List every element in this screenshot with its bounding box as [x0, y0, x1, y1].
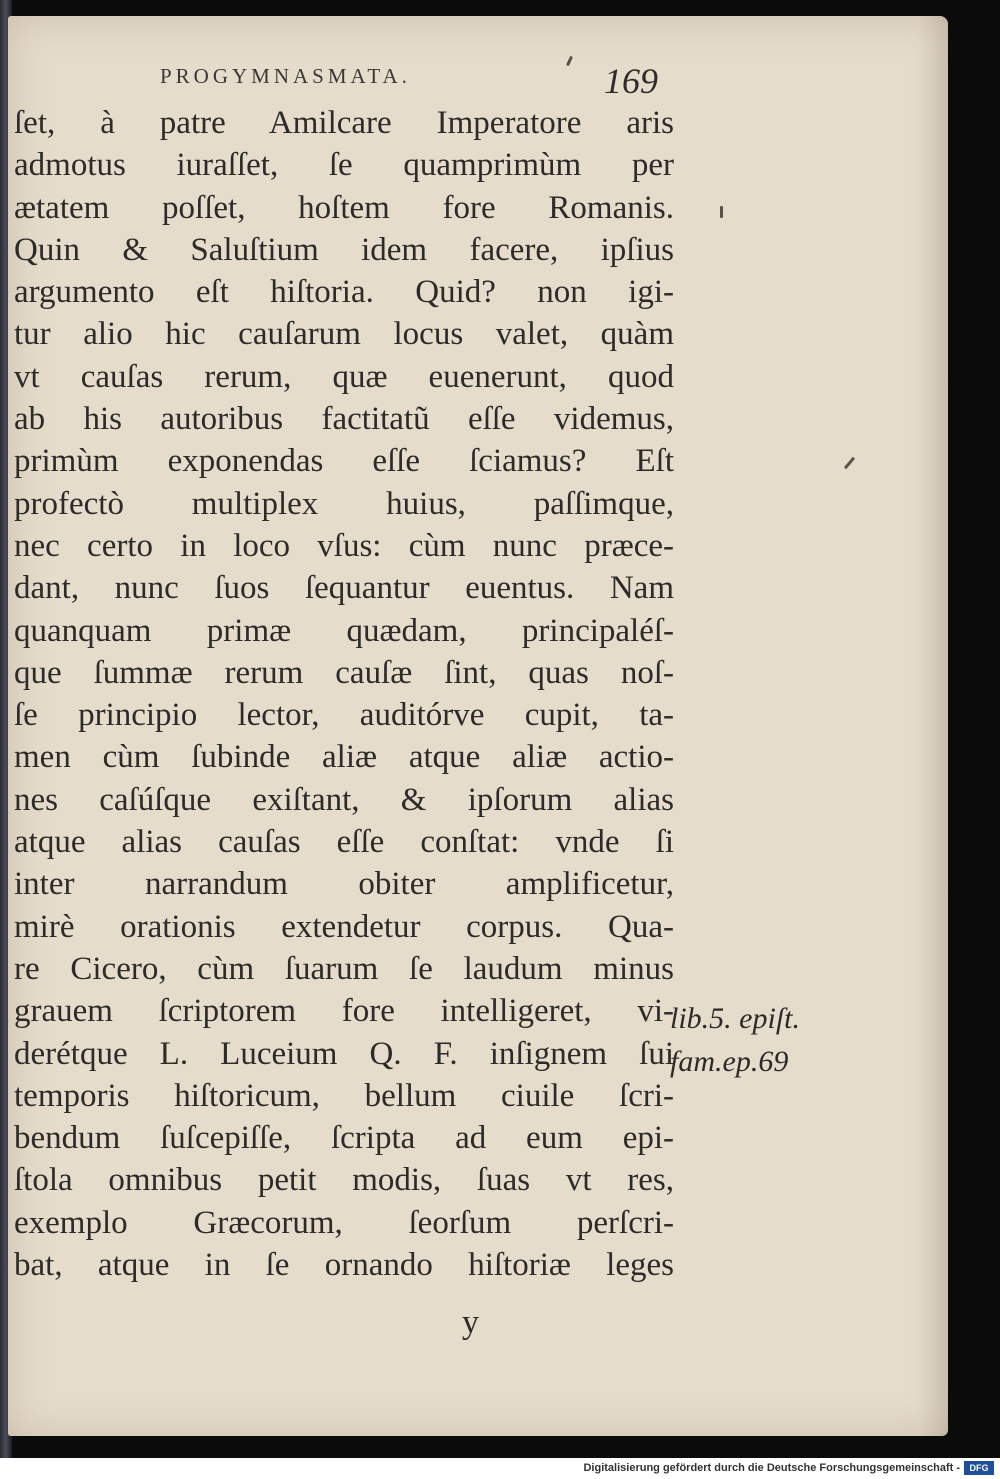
text-line: derétque L. Luceium Q. F. inſignem ſui — [14, 1035, 674, 1072]
paper-speck — [844, 457, 855, 470]
text-line: vt cauſas rerum, quæ euenerunt, quod — [14, 358, 674, 395]
text-line: primùm exponendas eſſe ſciamus? Eſt — [14, 443, 674, 480]
margin-note: lib.5. epiſt. — [670, 1002, 800, 1035]
text-line: quanquam primæ quædam, principaléſ- — [14, 612, 674, 649]
text-line: atque alias cauſas eſſe conſtat: vnde ſi — [14, 824, 674, 861]
text-line: argumento eſt hiſtoria. Quid? non igi- — [14, 274, 674, 311]
text-line: nes caſúſque exiſtant, & ipſorum alias — [14, 781, 674, 818]
margin-note: fam.ep.69 — [670, 1045, 789, 1078]
text-line: ab his autoribus factitatũ eſſe videmus, — [14, 401, 674, 438]
text-line: ætatem poſſet, hoſtem fore Romanis. — [14, 189, 674, 226]
body-text — [14, 102, 674, 1286]
text-line: tur alio hic cauſarum locus valet, quàm — [14, 316, 674, 353]
text-line: ſe principio lector, auditórve cupit, ta- — [14, 697, 674, 734]
text-line: ſtola omnibus petit modis, ſuas vt res, — [14, 1162, 674, 1199]
text-line: temporis hiſtoricum, bellum ciuile ſcri- — [14, 1077, 674, 1114]
text-line: profectò multiplex huius, paſſimque, — [14, 485, 674, 522]
text-line: bendum ſuſcepiſſe, ſcripta ad eum epi- — [14, 1120, 674, 1157]
text-line: que ſummæ rerum cauſæ ſint, quas noſ- — [14, 654, 674, 691]
text-line: mirè orationis extendetur corpus. Qua- — [14, 908, 674, 945]
page-number: 169 — [604, 61, 658, 101]
paper-speck — [566, 56, 573, 66]
text-line: admotus iuraſſet, ſe quamprimùm per — [14, 147, 674, 184]
text-line: bat, atque in ſe ornando hiſtoriæ leges — [14, 1247, 674, 1284]
text-line: exemplo Græcorum, ſeorſum perſcri- — [14, 1204, 674, 1241]
text-line: ſet, à patre Amilcare Imperatore aris — [14, 105, 674, 141]
dfg-logo: DFG — [964, 1461, 994, 1475]
text-line: men cùm ſubinde aliæ atque aliæ actio- — [14, 739, 674, 776]
paper-speck — [720, 206, 723, 218]
text-line: grauem ſcriptorem fore intelligeret, vi- — [14, 993, 674, 1030]
text-line: Quin & Saluſtium idem facere, ipſius — [14, 231, 674, 268]
text-line: dant, nunc ſuos ſequantur euentus. Nam — [14, 570, 674, 607]
text-line: nec certo in loco vſus: cùm nunc præce- — [14, 527, 674, 564]
text-line: inter narrandum obiter amplificetur, — [14, 866, 674, 903]
running-head: PROGYMNASMATA. — [160, 64, 411, 88]
signature-mark: y — [462, 1304, 479, 1341]
footer-credit: Digitalisierung gefördert durch die Deutsche Forschungsgemeinschaft - — [583, 1462, 960, 1474]
text-line: re Cicero, cùm ſuarum ſe laudum minus — [14, 950, 674, 987]
